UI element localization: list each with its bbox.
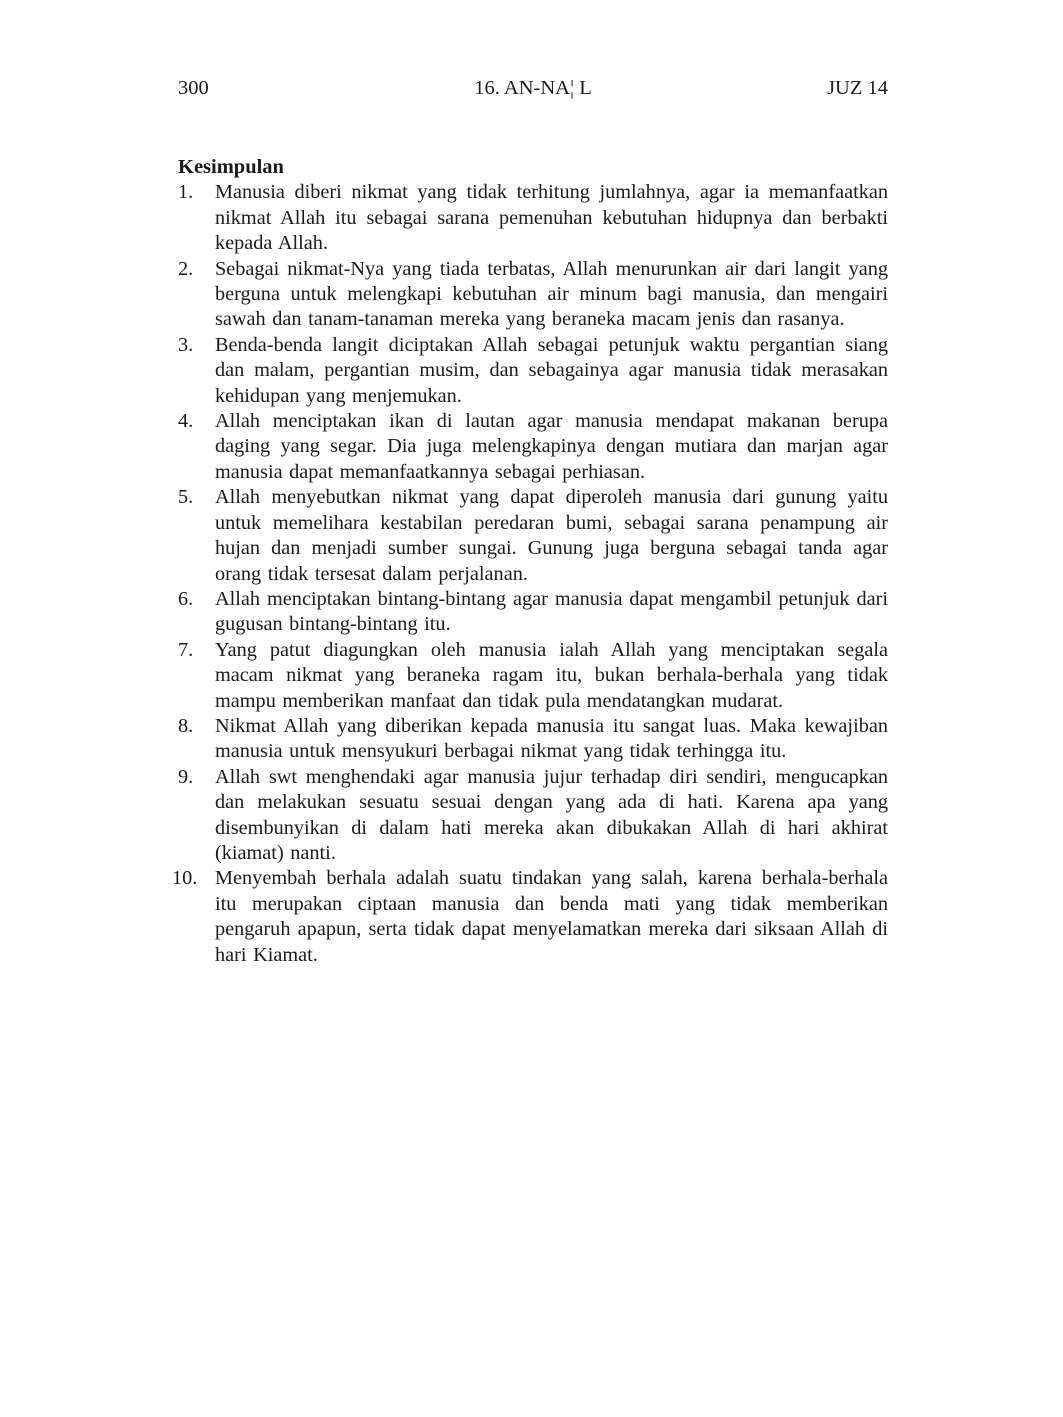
item-text: Allah menyebutkan nikmat yang dapat diperoleh manusia dari gunung yaitu untuk memelihara kestabilan peredaran bumi, sebagai sarana penampung air hujan dan menjadi sumber sungai. Gunung juga berguna sebagai tanda agar orang tidak tersesat dalam perjalanan. — [215, 486, 888, 585]
list-item — [178, 485, 888, 587]
item-text: Allah menciptakan bintang-bintang agar manusia dapat mengambil petunjuk dari gugusan bintang-bintang itu. — [215, 587, 888, 636]
page-number: 300 — [178, 77, 209, 99]
item-text: Sebagai nikmat-Nya yang tiada terbatas, Allah menurunkan air dari langit yang berguna untuk melengkapi kebutuhan air minum bagi manusia, dan mengairi sawah dan tanam-tanaman mereka yang beraneka macam jenis dan rasanya. — [215, 257, 888, 331]
list-item — [178, 714, 888, 765]
item-number: 10. — [172, 867, 198, 890]
list-item — [178, 765, 888, 867]
list-item — [178, 587, 888, 638]
juz-label: JUZ 14 — [827, 77, 889, 99]
list-item — [172, 866, 888, 968]
page-content — [172, 155, 888, 968]
list-item — [178, 257, 888, 333]
list-item — [178, 409, 888, 485]
item-text: Nikmat Allah yang diberikan kepada manusia itu sangat luas. Maka kewajiban manusia untuk mensyukuri berbagai nikmat yang tidak terhingga itu. — [215, 714, 888, 763]
surah-title: 16. AN-NA¦ L — [474, 77, 592, 99]
item-number: 2. — [178, 257, 194, 280]
item-number: 3. — [178, 333, 194, 356]
item-number: 6. — [178, 587, 194, 610]
item-text: Manusia diberi nikmat yang tidak terhitung jumlahnya, agar ia memanfaatkan nikmat Allah itu sebagai sarana pemenuhan kebutuhan hidupnya dan berbakti kepada Allah. — [215, 181, 888, 255]
item-number: 4. — [178, 410, 194, 433]
list-item — [178, 638, 888, 714]
item-text: Allah swt menghendaki agar manusia jujur terhadap diri sendiri, mengucapkan dan melakukan sesuatu sesuai dengan yang ada di hati. Karena apa yang disembunyikan di dalam hati mereka akan dibukakan Allah di hari akhirat (kiamat) nanti. — [215, 765, 888, 864]
conclusion-list — [172, 180, 888, 968]
item-number: 5. — [178, 486, 194, 509]
section-title: Kesimpulan — [178, 156, 284, 178]
item-number: 7. — [178, 638, 194, 661]
item-text: Allah menciptakan ikan di lautan agar manusia mendapat makanan berupa daging yang segar. Dia juga melengkapinya dengan mutiara dan marjan agar manusia dapat memanfaatkannya sebagai perhiasan. — [215, 410, 888, 483]
item-text: Benda-benda langit diciptakan Allah sebagai petunjuk waktu pergantian siang dan malam, pergantian musim, dan sebagainya agar manusia tidak merasakan kehidupan yang menjemukan. — [215, 333, 888, 407]
item-number: 9. — [178, 765, 194, 788]
item-number: 1. — [178, 181, 194, 204]
item-text: Menyembah berhala adalah suatu tindakan yang salah, karena berhala-berhala itu merupakan ciptaan manusia dan benda mati yang tidak memberikan pengaruh apapun, serta tidak dapat menyelamatkan mereka dari siksaan Allah di hari Kiamat. — [215, 867, 888, 966]
list-item — [178, 180, 888, 256]
list-item — [178, 333, 888, 409]
item-number: 8. — [178, 714, 194, 737]
item-text: Yang patut diagungkan oleh manusia ialah Allah yang menciptakan segala macam nikmat yang beraneka ragam itu, bukan berhala-berhala yang tidak mampu memberikan manfaat dan tidak pula mendatangkan mudarat. — [215, 638, 888, 712]
page-header — [178, 76, 888, 101]
